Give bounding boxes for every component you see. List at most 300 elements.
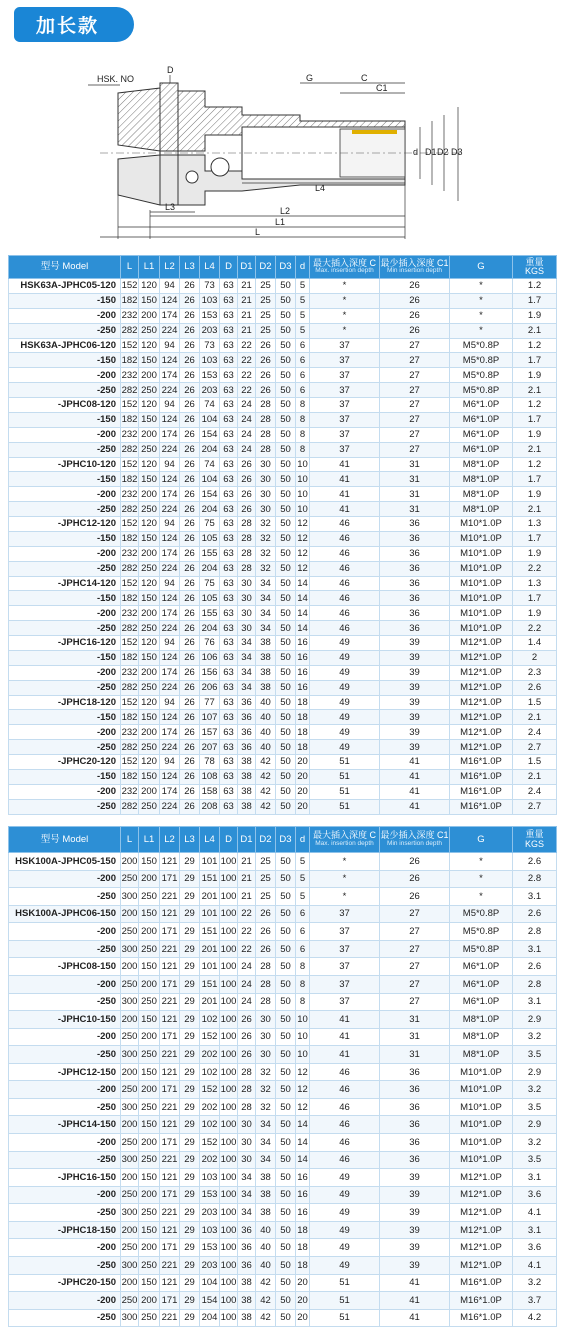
table-cell: 6 — [296, 923, 310, 941]
table-cell: 3.1 — [513, 940, 557, 958]
table-cell: M12*1.0P — [450, 650, 513, 665]
table-cell: 63 — [220, 517, 238, 532]
table-cell: M5*0.8P — [450, 383, 513, 398]
table-cell: 100 — [220, 1221, 238, 1239]
table-cell: 150 — [139, 769, 160, 784]
table-row — [9, 487, 557, 502]
table-cell: 14 — [297, 577, 308, 589]
cell-model: -200 — [9, 725, 121, 740]
table-cell: 150 — [139, 1011, 160, 1029]
table-cell: 40 — [256, 695, 276, 710]
table-cell: 250 — [121, 923, 139, 941]
table-cell: M12*1.0P — [450, 1239, 513, 1257]
table-cell: 50 — [276, 502, 296, 517]
table-cell: 5 — [296, 279, 310, 294]
table-cell: 42 — [256, 799, 276, 814]
table-row — [9, 853, 557, 871]
table-cell: 63 — [220, 412, 238, 427]
table-cell: 26 — [380, 323, 450, 338]
table-cell: 63 — [220, 650, 238, 665]
table-cell: 50 — [276, 695, 296, 710]
table-cell: 103 — [200, 1169, 220, 1187]
cell-model: -250 — [9, 442, 121, 457]
table-cell: * — [450, 323, 513, 338]
table-cell: 151 — [200, 975, 220, 993]
table-cell: 174 — [160, 546, 180, 561]
table-cell: 6 — [296, 368, 310, 383]
table-cell: 200 — [139, 546, 160, 561]
table-cell: 124 — [160, 591, 180, 606]
table-cell: 27 — [380, 975, 450, 993]
cell-model: -250 — [9, 799, 121, 814]
table-cell: 63 — [220, 338, 238, 353]
table-cell: 41 — [310, 1011, 380, 1029]
table-cell: 300 — [121, 888, 139, 906]
table-cell: 12 — [296, 1098, 310, 1116]
table-cell: 232 — [121, 429, 138, 441]
table-cell: 50 — [276, 1046, 296, 1064]
table-cell: 27 — [380, 338, 450, 353]
table-cell: 50 — [276, 561, 296, 576]
table-cell: 300 — [121, 1309, 139, 1327]
table-cell: 94 — [160, 517, 180, 532]
table-cell: 150 — [139, 531, 160, 546]
table-cell: 250 — [139, 940, 160, 958]
table-cell: 63 — [220, 472, 238, 487]
table-cell: 50 — [276, 1151, 296, 1169]
table-cell: 152 — [200, 1134, 220, 1152]
table-cell: 27 — [380, 940, 450, 958]
col-c1 — [380, 827, 450, 853]
label-c1: C1 — [376, 83, 388, 93]
table-row — [9, 1204, 557, 1222]
table-cell: 100 — [220, 905, 238, 923]
table-cell: M10*1.0P — [450, 1134, 513, 1152]
table-row — [9, 725, 557, 740]
table-row — [9, 576, 557, 591]
table-cell: * — [310, 308, 380, 323]
table-cell: 46 — [310, 517, 380, 532]
table-cell: M12*1.0P — [450, 665, 513, 680]
table-cell: 282 — [121, 622, 138, 634]
table-cell: 50 — [276, 353, 296, 368]
table-cell: 200 — [121, 853, 139, 871]
table-cell: 10 — [297, 488, 308, 500]
table-cell: 232 — [121, 726, 138, 738]
table-cell: 49 — [310, 710, 380, 725]
table-cell: 1.7 — [513, 591, 557, 606]
table-cell: 41 — [380, 784, 450, 799]
cell-model: -JPHC10-120 — [9, 457, 121, 472]
table-cell: 26 — [256, 353, 276, 368]
table-cell: 1.9 — [513, 427, 557, 442]
cell-model: -150 — [9, 412, 121, 427]
table-cell: 31 — [380, 1046, 450, 1064]
label-d1: D1 — [425, 147, 437, 157]
table-cell: 24 — [238, 993, 256, 1011]
table-cell: 36 — [380, 591, 450, 606]
table-cell: 41 — [310, 1046, 380, 1064]
table-cell: M10*1.0P — [450, 1151, 513, 1169]
table-cell: 200 — [139, 975, 160, 993]
table-cell: 18 — [296, 1221, 310, 1239]
cell-model: -150 — [9, 531, 121, 546]
table-cell: M16*1.0P — [450, 769, 513, 784]
table-cell: 2.9 — [513, 1063, 557, 1081]
table-cell: 150 — [139, 1169, 160, 1187]
table-cell: 26 — [256, 383, 276, 398]
cell-model: -250 — [9, 740, 121, 755]
table-cell: 250 — [139, 323, 160, 338]
col-c1-cn: 最少插入深度 C1 — [380, 830, 449, 841]
cell-model: -200 — [9, 1028, 121, 1046]
table-cell: 1.5 — [513, 695, 557, 710]
table-cell: 25 — [256, 308, 276, 323]
table-cell: 26 — [180, 636, 200, 651]
table-cell: 50 — [276, 1292, 296, 1310]
table-cell: 2.8 — [513, 870, 557, 888]
table-cell: M10*1.0P — [450, 517, 513, 532]
table-cell: 40 — [256, 710, 276, 725]
table-cell: 18 — [297, 696, 308, 708]
table-cell: 38 — [256, 1169, 276, 1187]
table-cell: 50 — [276, 487, 296, 502]
table-cell: 152 — [121, 280, 138, 292]
table-cell: 3.2 — [513, 1081, 557, 1099]
table-cell: 101 — [200, 958, 220, 976]
table-cell: 1.9 — [513, 368, 557, 383]
table-cell: 6 — [296, 940, 310, 958]
table-cell: 39 — [380, 1221, 450, 1239]
table-cell: M12*1.0P — [450, 740, 513, 755]
table-cell: 158 — [200, 784, 220, 799]
table-cell: M16*1.0P — [450, 1292, 513, 1310]
table-cell: 42 — [256, 769, 276, 784]
table-cell: 203 — [200, 383, 220, 398]
table-cell: 4.1 — [513, 1256, 557, 1274]
table-cell: 26 — [180, 383, 200, 398]
cell-model: -200 — [9, 1292, 121, 1310]
table-row — [9, 502, 557, 517]
table-cell: 37 — [310, 940, 380, 958]
table-cell: 250 — [121, 1292, 139, 1310]
table-row — [9, 799, 557, 814]
table-cell: 38 — [238, 799, 256, 814]
table-cell: 38 — [256, 665, 276, 680]
table-cell: 182 — [121, 295, 138, 307]
table-cell: M10*1.0P — [450, 576, 513, 591]
table-cell: 224 — [160, 621, 180, 636]
table-cell: 49 — [310, 1221, 380, 1239]
table-cell: 105 — [200, 531, 220, 546]
table-cell: 282 — [121, 801, 138, 813]
table-cell: 46 — [310, 591, 380, 606]
table-cell: 26 — [180, 279, 200, 294]
col-c-en: Max. insertion depth — [315, 839, 374, 847]
table-cell: 232 — [121, 786, 138, 798]
table-cell: 200 — [121, 1274, 139, 1292]
table-row — [9, 1046, 557, 1064]
table-cell: 49 — [310, 1169, 380, 1187]
table-cell: 63 — [220, 725, 238, 740]
table-cell: 29 — [180, 1151, 200, 1169]
table-cell: 20 — [297, 756, 308, 768]
cell-model: -JPHC08-120 — [9, 398, 121, 413]
table-cell: 63 — [220, 546, 238, 561]
table-cell: 4.1 — [513, 1204, 557, 1222]
table-cell: 1.3 — [513, 517, 557, 532]
table-row — [9, 561, 557, 576]
table-cell: 174 — [160, 368, 180, 383]
table-cell: 50 — [276, 740, 296, 755]
table-cell: 26 — [180, 606, 200, 621]
table-cell: 29 — [180, 975, 200, 993]
table-cell: 103 — [200, 293, 220, 308]
table-cell: 50 — [276, 1081, 296, 1099]
table-cell: 103 — [200, 1221, 220, 1239]
table-cell: 171 — [160, 1239, 180, 1257]
table-cell: 30 — [256, 487, 276, 502]
table-cell: 27 — [380, 412, 450, 427]
table-cell: 208 — [200, 799, 220, 814]
table-cell: 120 — [139, 398, 160, 413]
table-cell: 124 — [160, 353, 180, 368]
table-cell: 27 — [380, 398, 450, 413]
col-l: L — [121, 827, 139, 853]
col-d: D — [220, 256, 238, 279]
table-cell: 39 — [380, 680, 450, 695]
table-cell: 50 — [276, 710, 296, 725]
table-cell: 29 — [180, 1292, 200, 1310]
table-row — [9, 591, 557, 606]
table-cell: 26 — [238, 502, 256, 517]
table-cell: 18 — [297, 741, 308, 753]
table-cell: 26 — [256, 940, 276, 958]
table-cell: 94 — [160, 338, 180, 353]
table-cell: M8*1.0P — [450, 472, 513, 487]
table-cell: 120 — [139, 695, 160, 710]
cell-model: -JPHC12-150 — [9, 1063, 121, 1081]
table-cell: 24 — [238, 427, 256, 442]
table-cell: 120 — [139, 517, 160, 532]
table-cell: M12*1.0P — [450, 636, 513, 651]
table-cell: 150 — [139, 958, 160, 976]
col-c-cn: 最大插入深度 C — [312, 830, 376, 841]
cell-model: -250 — [9, 383, 121, 398]
table-cell: 121 — [160, 1221, 180, 1239]
table-cell: 76 — [200, 636, 220, 651]
table-cell: 121 — [160, 853, 180, 871]
cell-model: -JPHC16-150 — [9, 1169, 121, 1187]
cell-model: -250 — [9, 1204, 121, 1222]
table-cell: 63 — [220, 769, 238, 784]
col-g: G — [450, 256, 513, 279]
table-cell: 31 — [380, 457, 450, 472]
table-cell: 39 — [380, 1169, 450, 1187]
table-cell: 21 — [238, 870, 256, 888]
table-cell: 121 — [160, 905, 180, 923]
table-cell: 28 — [256, 958, 276, 976]
table-cell: 63 — [220, 784, 238, 799]
table-cell: 63 — [220, 606, 238, 621]
table-cell: 12 — [297, 518, 308, 530]
table-cell: * — [310, 853, 380, 871]
table-cell: 102 — [200, 1063, 220, 1081]
table-cell: 3.2 — [513, 1134, 557, 1152]
table-cell: 25 — [256, 293, 276, 308]
table-cell: 50 — [276, 546, 296, 561]
table-cell: 37 — [310, 975, 380, 993]
table-cell: 30 — [238, 1151, 256, 1169]
table-cell: 14 — [296, 1151, 310, 1169]
table-cell: 32 — [256, 1063, 276, 1081]
cell-model: -250 — [9, 1046, 121, 1064]
table-cell: 37 — [310, 383, 380, 398]
col-d2: D2 — [256, 827, 276, 853]
table-cell: 120 — [139, 457, 160, 472]
table-row — [9, 870, 557, 888]
table-cell: 26 — [180, 650, 200, 665]
table-cell: 2.8 — [513, 975, 557, 993]
table-cell: 29 — [180, 1239, 200, 1257]
table-cell: 22 — [238, 383, 256, 398]
cell-model: -JPHC08-150 — [9, 958, 121, 976]
table-cell: 50 — [276, 958, 296, 976]
table-cell: 221 — [160, 1204, 180, 1222]
table-cell: 30 — [256, 502, 276, 517]
table-cell: M10*1.0P — [450, 606, 513, 621]
table-cell: 207 — [200, 740, 220, 755]
table-cell: * — [310, 870, 380, 888]
col-model: 型号 Model — [9, 256, 121, 279]
table-cell: M5*0.8P — [450, 940, 513, 958]
table-cell: 14 — [297, 622, 308, 634]
table-cell: 1.2 — [513, 279, 557, 294]
table-cell: 50 — [276, 338, 296, 353]
table-cell: 232 — [121, 607, 138, 619]
table-cell: 100 — [220, 888, 238, 906]
table-cell: 152 — [121, 756, 138, 768]
table-cell: 157 — [200, 725, 220, 740]
table-cell: 100 — [220, 853, 238, 871]
table-cell: 171 — [160, 1292, 180, 1310]
table-cell: 41 — [380, 1309, 450, 1327]
table-cell: 39 — [380, 636, 450, 651]
table-cell: 29 — [180, 1274, 200, 1292]
table-cell: 30 — [238, 591, 256, 606]
table-cell: 26 — [180, 368, 200, 383]
table-cell: 174 — [160, 427, 180, 442]
table-cell: 34 — [238, 1204, 256, 1222]
table-cell: 26 — [180, 398, 200, 413]
cell-model: -150 — [9, 472, 121, 487]
table-cell: 8 — [296, 427, 310, 442]
col-c1 — [380, 256, 450, 279]
col-d3: D3 — [276, 256, 296, 279]
table-cell: 282 — [121, 741, 138, 753]
table-cell: 39 — [380, 1204, 450, 1222]
table-cell: M6*1.0P — [450, 412, 513, 427]
table-row — [9, 1309, 557, 1327]
table-cell: 39 — [380, 1186, 450, 1204]
table-cell: 224 — [160, 740, 180, 755]
table-cell: 104 — [200, 472, 220, 487]
table-row — [9, 755, 557, 770]
cell-model: -JPHC20-150 — [9, 1274, 121, 1292]
table-row — [9, 546, 557, 561]
table-cell: 29 — [180, 888, 200, 906]
table-cell: 3.1 — [513, 1221, 557, 1239]
table-cell: 28 — [256, 398, 276, 413]
table-cell: 29 — [180, 940, 200, 958]
col-l1: L1 — [139, 827, 160, 853]
table-cell: 221 — [160, 1046, 180, 1064]
table-cell: 26 — [256, 368, 276, 383]
table-cell: 2.6 — [513, 853, 557, 871]
table-cell: 200 — [139, 308, 160, 323]
table-cell: 200 — [121, 1011, 139, 1029]
table-cell: 50 — [276, 665, 296, 680]
table-cell: 6 — [296, 383, 310, 398]
table-cell: 171 — [160, 870, 180, 888]
table-cell: 250 — [139, 442, 160, 457]
table-cell: 100 — [220, 1309, 238, 1327]
table-cell: 300 — [121, 1046, 139, 1064]
table-cell: 2.6 — [513, 905, 557, 923]
table-cell: 50 — [276, 888, 296, 906]
table-cell: 46 — [310, 606, 380, 621]
table-cell: 21 — [238, 323, 256, 338]
table-cell: 250 — [139, 502, 160, 517]
table-cell: 2.4 — [513, 784, 557, 799]
table-cell: 30 — [238, 1134, 256, 1152]
table-cell: M12*1.0P — [450, 710, 513, 725]
cell-model: -JPHC16-120 — [9, 636, 121, 651]
table-cell: 204 — [200, 561, 220, 576]
table-cell: 24 — [238, 442, 256, 457]
cell-model: -200 — [9, 923, 121, 941]
table-cell: 26 — [180, 740, 200, 755]
table-cell: 31 — [380, 1011, 450, 1029]
table-cell: 203 — [200, 1204, 220, 1222]
cell-model: -JPHC14-120 — [9, 576, 121, 591]
table-cell: 100 — [220, 958, 238, 976]
table-cell: 150 — [139, 853, 160, 871]
table-cell: 37 — [310, 958, 380, 976]
table-cell: 6 — [296, 905, 310, 923]
table-cell: 150 — [139, 905, 160, 923]
table-cell: 46 — [310, 621, 380, 636]
table-cell: 63 — [220, 442, 238, 457]
cell-model: -JPHC18-150 — [9, 1221, 121, 1239]
table-cell: 150 — [139, 1063, 160, 1081]
table-cell: 63 — [220, 680, 238, 695]
table-cell: 63 — [220, 740, 238, 755]
table-cell: 103 — [200, 353, 220, 368]
table-cell: 100 — [220, 1256, 238, 1274]
table-cell: 224 — [160, 799, 180, 814]
table-cell: 124 — [160, 412, 180, 427]
table-cell: 153 — [200, 1186, 220, 1204]
cell-model: -200 — [9, 870, 121, 888]
table-cell: 18 — [297, 726, 308, 738]
table-cell: 39 — [380, 1256, 450, 1274]
table-cell: 12 — [297, 533, 308, 545]
table-cell: 30 — [256, 1011, 276, 1029]
table-cell: 2.1 — [513, 323, 557, 338]
table-cell: 50 — [276, 383, 296, 398]
table-cell: 38 — [256, 680, 276, 695]
